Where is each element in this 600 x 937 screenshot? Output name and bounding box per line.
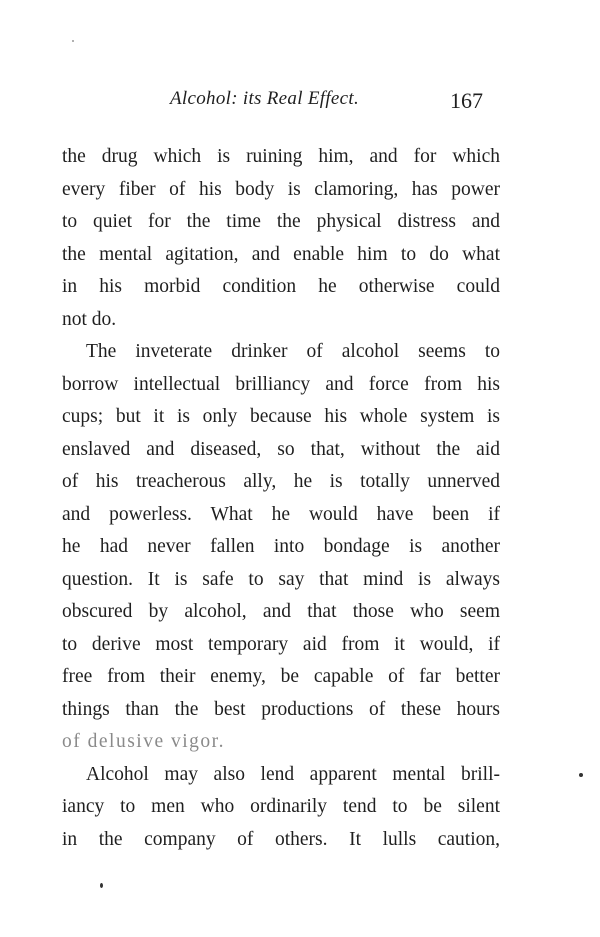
text-line: he had never fallen into bondage is another	[62, 536, 500, 557]
ink-speck	[100, 883, 103, 888]
text-line: to quiet for the time the physical distress and	[62, 211, 500, 232]
text-line: and powerless. What he would have been if	[62, 503, 500, 525]
text-line: every fiber of his body is clamoring, has power	[62, 178, 500, 200]
text-line: the drug which is ruining him, and for which	[62, 146, 500, 167]
text-line: in the company of others. It lulls caution,	[62, 828, 500, 850]
page-number: 167	[450, 88, 483, 113]
running-title: Alcohol: its Real Effect.	[170, 88, 360, 109]
ink-speck	[579, 773, 583, 777]
text-line: the mental agitation, and enable him to do what	[62, 243, 500, 265]
text-line: cups; but it is only because his whole system is	[62, 406, 500, 427]
text-line: borrow intellectual brilliancy and force from his	[62, 373, 500, 395]
text-line: iancy to men who ordinarily tend to be silent	[62, 796, 500, 817]
text-line: of delusive vigor.	[62, 731, 225, 752]
text-line: not do.	[62, 308, 117, 330]
text-line: obscured by alcohol, and that those who seem	[62, 601, 500, 622]
text-line: in his morbid condition he otherwise could	[62, 276, 500, 297]
text-line: things than the best productions of these hours	[62, 698, 500, 720]
text-line: of his treacherous ally, he is totally unnerved	[62, 471, 500, 492]
text-line: free from their enemy, be capable of far better	[62, 666, 500, 687]
text-line: The inveterate drinker of alcohol seems to	[86, 341, 500, 362]
text-line: question. It is safe to say that mind is always	[62, 568, 500, 590]
ink-speck	[72, 40, 74, 42]
text-line: enslaved and diseased, so that, without the aid	[62, 438, 500, 460]
body-text	[62, 141, 500, 856]
text-line: Alcohol may also lend apparent mental brill-	[86, 763, 500, 785]
text-line: to derive most temporary aid from it would, if	[62, 633, 500, 655]
